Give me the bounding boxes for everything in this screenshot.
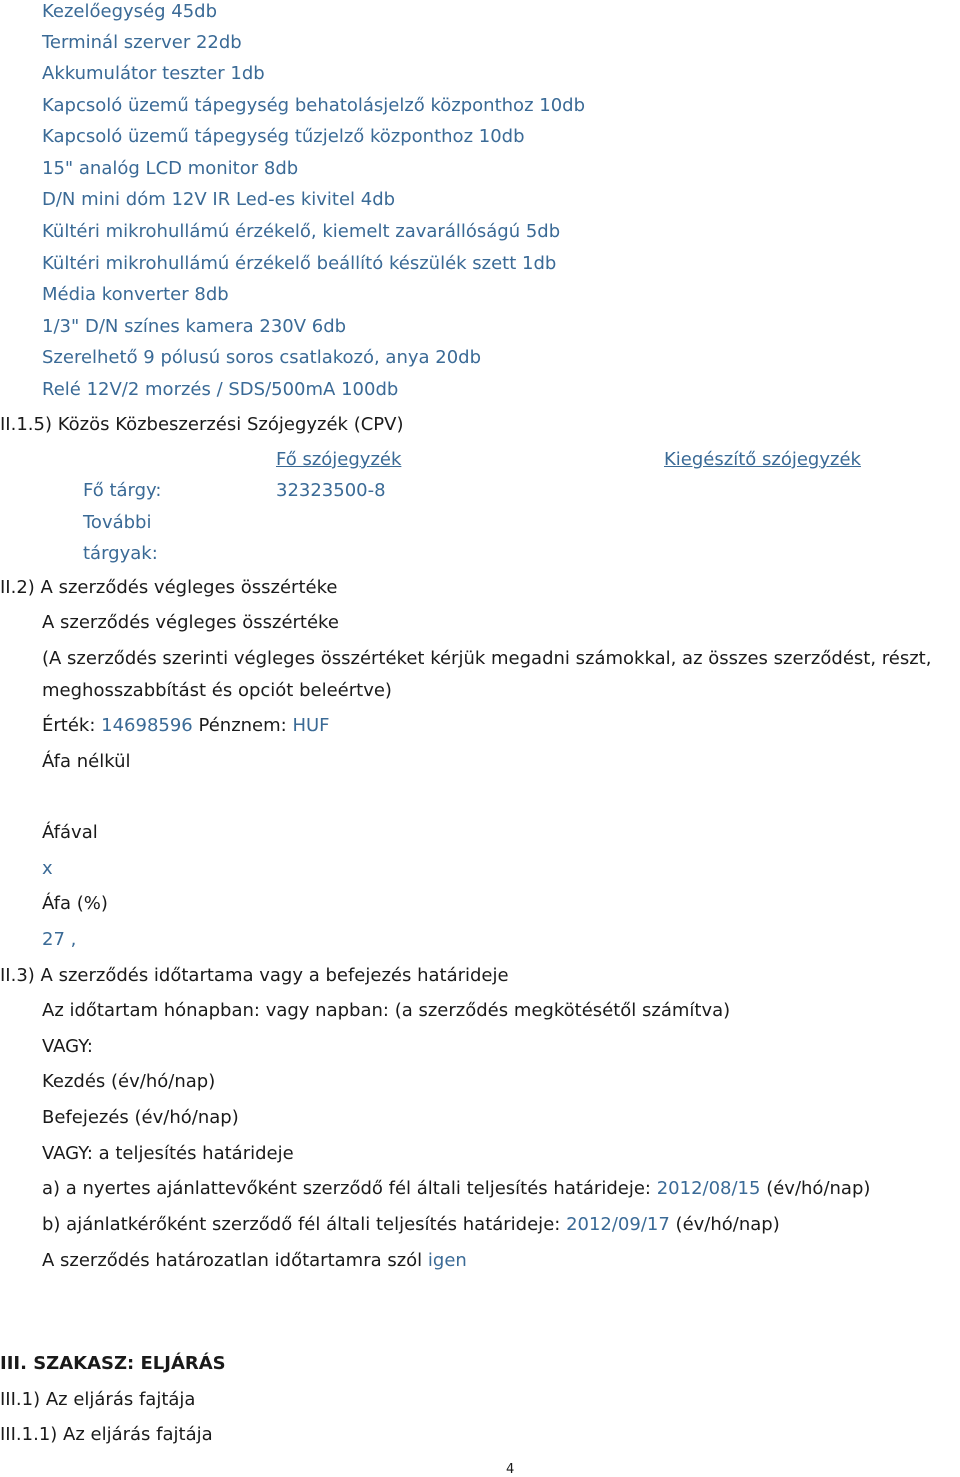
indefinite-row bbox=[42, 1249, 467, 1273]
item-line: Média konverter 8db bbox=[42, 284, 229, 305]
duration-heading: II.3) A szerződés időtartama vagy a befejezés határideje bbox=[0, 965, 509, 986]
deadline-a-date: 2012/08/15 bbox=[656, 1178, 761, 1199]
deadline-b-unit: (év/hó/nap) bbox=[675, 1214, 780, 1235]
item-line: Kültéri mikrohullámú érzékelő, kiemelt zavarállóságú 5db bbox=[42, 221, 561, 242]
deadline-a-label: a) a nyertes ajánlattevőként szerződő fél általi teljesítés határideje: bbox=[42, 1178, 651, 1199]
section-three-sub1: III.1) Az eljárás fajtája bbox=[0, 1389, 196, 1410]
section-three-sub2: III.1.1) Az eljárás fajtája bbox=[0, 1424, 213, 1445]
item-line: 15" analóg LCD monitor 8db bbox=[42, 158, 299, 179]
cpv-other-label: További bbox=[83, 512, 152, 533]
afa-pct-value: 27 , bbox=[42, 929, 77, 950]
deadline-a-row bbox=[42, 1177, 870, 1201]
afaval-mark: x bbox=[42, 858, 53, 879]
ertek-value: 14698596 bbox=[101, 715, 193, 736]
section-three-title: III. SZAKASZ: ELJÁRÁS bbox=[0, 1353, 226, 1374]
item-line: Kapcsoló üzemű tápegység behatolásjelző központhoz 10db bbox=[42, 95, 585, 116]
value-subheading: A szerződés végleges összértéke bbox=[42, 612, 339, 633]
indefinite-label: A szerződés határozatlan időtartamra szól bbox=[42, 1250, 423, 1271]
afaval: Áfával bbox=[42, 822, 98, 843]
duration-line: Az időtartam hónapban: vagy napban: (a szerződés megkötésétől számítva) bbox=[42, 1000, 731, 1021]
duration-vagy: VAGY: bbox=[42, 1036, 93, 1057]
duration-vagy-deadline: VAGY: a teljesítés határideje bbox=[42, 1143, 294, 1164]
value-amount-row bbox=[42, 714, 330, 738]
value-note: (A szerződés szerinti végleges összértéket kérjük megadni számokkal, az összes szerződést, részt, bbox=[42, 648, 932, 669]
cpv-main-code: 32323500-8 bbox=[276, 480, 386, 501]
item-line: Kapcsoló üzemű tápegység tűzjelző központhoz 10db bbox=[42, 126, 525, 147]
deadline-b-label: b) ajánlatkérőként szerződő fél általi teljesítés határideje: bbox=[42, 1214, 561, 1235]
duration-befejezes: Befejezés (év/hó/nap) bbox=[42, 1107, 239, 1128]
item-line: Akkumulátor teszter 1db bbox=[42, 63, 265, 84]
page-number: 4 bbox=[506, 1462, 515, 1477]
cpv-supplementary-column-header: Kiegészítő szójegyzék bbox=[664, 449, 861, 470]
value-heading: II.2) A szerződés végleges összértéke bbox=[0, 577, 338, 598]
value-note-cont: meghosszabbítást és opciót beleértve) bbox=[42, 680, 392, 701]
penznem-label: Pénznem: bbox=[198, 715, 287, 736]
item-line: Szerelhető 9 pólusú soros csatlakozó, anya 20db bbox=[42, 347, 482, 368]
deadline-b-date: 2012/09/17 bbox=[566, 1214, 670, 1235]
cpv-main-column-header: Fő szójegyzék bbox=[276, 449, 402, 470]
deadline-a-unit: (év/hó/nap) bbox=[766, 1178, 871, 1199]
ertek-label: Érték: bbox=[42, 715, 96, 736]
cpv-heading: II.1.5) Közös Közbeszerzési Szójegyzék (CPV) bbox=[0, 414, 404, 435]
item-line: Kezelőegység 45db bbox=[42, 1, 218, 22]
indefinite-value: igen bbox=[427, 1250, 467, 1271]
afa-pct-label: Áfa (%) bbox=[42, 893, 108, 914]
item-line: D/N mini dóm 12V IR Led-es kivitel 4db bbox=[42, 189, 396, 210]
item-line: Kültéri mikrohullámú érzékelő beállító készülék szett 1db bbox=[42, 253, 557, 274]
penznem-value: HUF bbox=[292, 715, 330, 736]
item-line: Relé 12V/2 morzés / SDS/500mA 100db bbox=[42, 379, 399, 400]
item-line: 1/3" D/N színes kamera 230V 6db bbox=[42, 316, 347, 337]
item-line: Terminál szerver 22db bbox=[42, 32, 242, 53]
cpv-main-label: Fő tárgy: bbox=[83, 480, 162, 501]
duration-kezdes: Kezdés (év/hó/nap) bbox=[42, 1071, 216, 1092]
deadline-b-row bbox=[42, 1213, 780, 1237]
cpv-other-label-cont: tárgyak: bbox=[83, 543, 158, 564]
afa-nelkul: Áfa nélkül bbox=[42, 751, 131, 772]
